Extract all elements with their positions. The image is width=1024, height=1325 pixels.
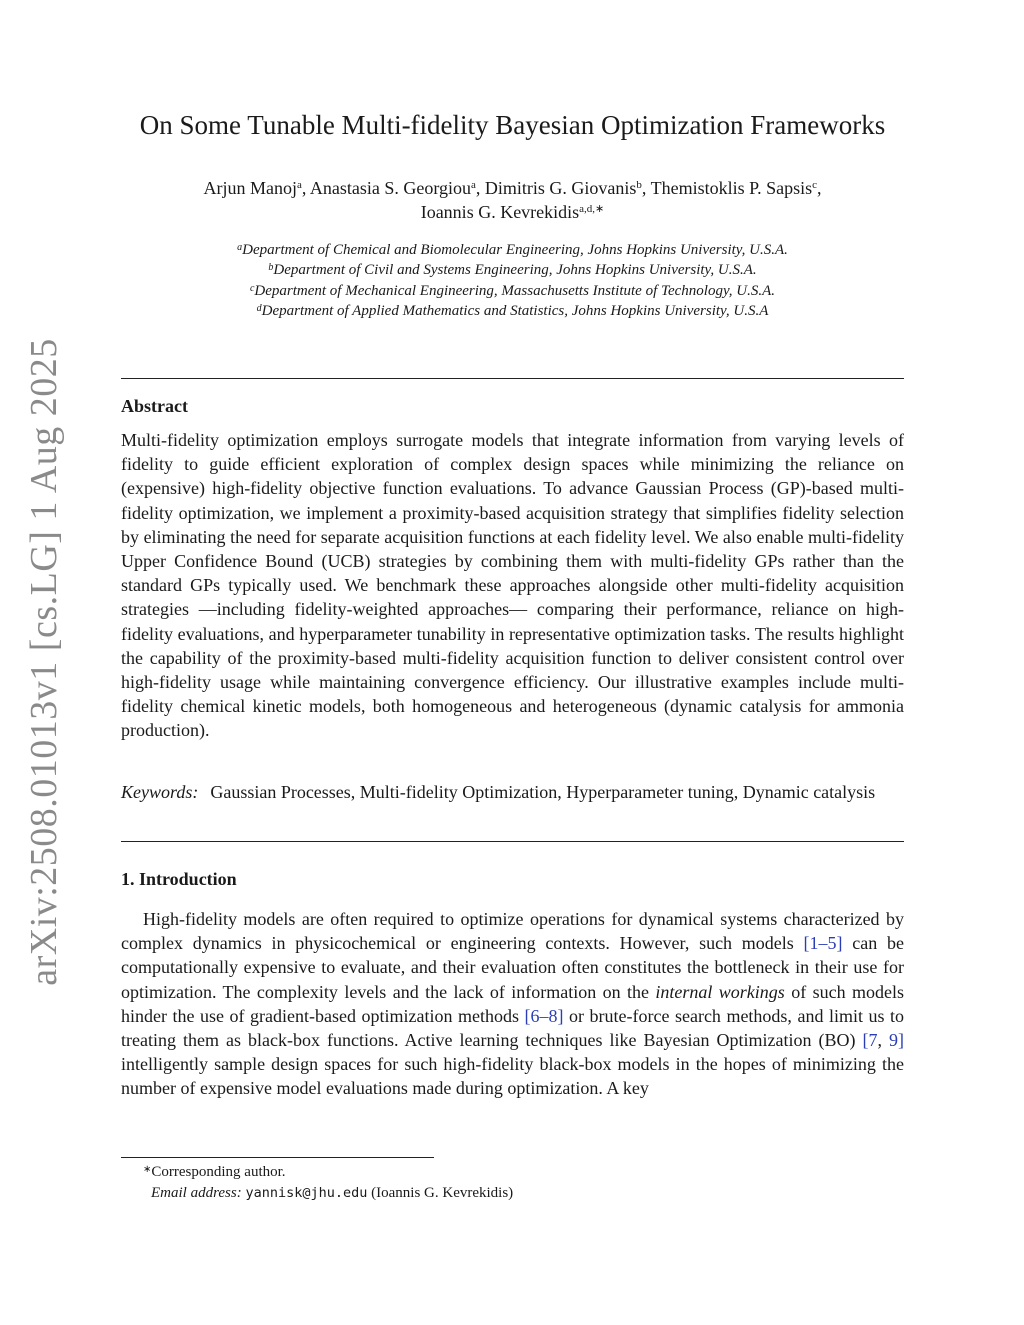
- abstract-text: Multi-fidelity optimization employs surrogate models that integrate information from varying levels of fidelity to guide efficient exploration of complex design spaces while minimizing the reliance on (expensive) high-fidelity objective function evaluations. To advance Gaussian Process (GP)-based multi-fidelity optimization, we implement a proximity-based acquisition strategy that simplifies fidelity selection by eliminating the need for separate acquisition functions at each fidelity level. We also enable multi-fidelity Upper Confidence Bound (UCB) strategies by combining them with multi-fidelity GPs rather than the standard GPs typically used. We benchmark these approaches alongside other multi-fidelity acquisition strategies —including fidelity-weighted approaches— comparing their performance, reliance on high-fidelity evaluations, and hyperparameter tunability in representative optimization tasks. The results highlight the capability of the proximity-based multi-fidelity acquisition function to deliver consistent control over high-fidelity usage while maintaining convergence efficiency. Our illustrative examples include multi-fidelity chemical kinetic models, both homogeneous and heterogeneous (dynamic catalysis for ammonia production).: [121, 430, 904, 741]
- author-name: Dimitris G. Giovanis: [484, 178, 637, 198]
- footnote-mark: ∗: [143, 1164, 152, 1175]
- intro-emphasis: internal workings: [655, 981, 785, 1002]
- author-affil-mark: c: [812, 179, 818, 191]
- intro-text-span: intelligently sample design spaces for such high-fidelity black-box models in the hopes of minimizing the number of expensive model evaluations made during optimization. A key: [121, 1054, 904, 1099]
- keywords-label: Keywords:: [121, 782, 199, 802]
- intro-text-span: can be computationally expensive to evaluate, and their evaluation often constitutes the bottleneck in their use for optimization. The complexity levels and the lack of information on the: [121, 933, 905, 1002]
- citation-separator: ,: [877, 1030, 889, 1051]
- author-affil-mark: b: [636, 179, 642, 191]
- intro-text-span: of such models hinder the use of gradient-based optimization methods: [121, 981, 904, 1026]
- abstract-bottom-rule: [121, 841, 904, 842]
- intro-text-span: High-fidelity models are often required to optimize operations for dynamical systems characterized by complex dynamics in physicochemical or engineering contexts. However, such models: [121, 909, 904, 954]
- affiliation-text: Department of Applied Mathematics and Statistics, Johns Hopkins University, U.S.A: [261, 302, 769, 319]
- author-separator: ,: [641, 178, 651, 198]
- affiliation-mark: a: [237, 242, 243, 253]
- author-affil-mark: a,d,∗: [579, 203, 605, 215]
- affiliation-mark: b: [268, 262, 274, 274]
- affiliation-list: [121, 240, 904, 321]
- keywords-text: Gaussian Processes, Multi-fidelity Optimization, Hyperparameter tuning, Dynamic catalysis: [210, 782, 876, 802]
- intro-text-span: or brute-force search methods, and limit us to treating them as black-box functions. Active learning techniques like Bayesian Optimization (BO): [121, 1005, 904, 1051]
- email-address-link[interactable]: yannisk@jhu.edu: [245, 1185, 368, 1201]
- footnote-corresponding: [121, 1162, 904, 1182]
- citation-bracket: ]: [898, 1030, 904, 1051]
- email-label: Email address:: [151, 1185, 242, 1201]
- author-name: Themistoklis P. Sapsis: [650, 178, 813, 198]
- author-name: Arjun Manoj: [203, 178, 297, 198]
- footnote-corresponding-text: Corresponding author.: [151, 1164, 286, 1180]
- citation-link[interactable]: [1–5]: [803, 933, 843, 954]
- affiliation-text: Department of Mechanical Engineering, Massachusetts Institute of Technology, U.S.A.: [254, 282, 776, 299]
- affiliation-item: [121, 240, 904, 260]
- keywords: [121, 780, 904, 804]
- email-owner: (Ioannis G. Kevrekidis): [371, 1185, 514, 1201]
- citation-link[interactable]: 7: [868, 1030, 878, 1051]
- arxiv-identifier-stamp: arXiv:2508.01013v1 [cs.LG] 1 Aug 2025: [23, 338, 65, 986]
- abstract-heading: Abstract: [121, 396, 188, 416]
- introduction-heading: 1. Introduction: [121, 869, 237, 889]
- author-separator: ,: [301, 178, 310, 198]
- citation-link[interactable]: 9: [889, 1030, 898, 1051]
- abstract-top-rule: [121, 378, 904, 379]
- author-separator: ,: [817, 178, 822, 198]
- introduction-paragraph: [121, 907, 904, 1101]
- affiliation-item: [121, 260, 904, 280]
- paper-title: On Some Tunable Multi-fidelity Bayesian Optimization Frameworks: [139, 110, 886, 140]
- citation-bracket: [: [862, 1030, 869, 1051]
- author-name: Anastasia S. Georgiou: [309, 178, 472, 198]
- footnote-rule: [121, 1157, 434, 1158]
- affiliation-text: Department of Chemical and Biomolecular Engineering, Johns Hopkins University, U.S.A.: [242, 242, 788, 258]
- author-line-2: [121, 200, 904, 224]
- affiliation-mark: d: [256, 302, 262, 314]
- affiliation-text: Department of Civil and Systems Engineering, Johns Hopkins University, U.S.A.: [273, 262, 757, 279]
- affiliation-mark: c: [249, 282, 255, 294]
- footnote-email: [121, 1183, 904, 1203]
- affiliation-item: [121, 301, 904, 321]
- author-affil-mark: a: [296, 179, 302, 191]
- author-name: Ioannis G. Kevrekidis: [420, 202, 580, 222]
- affiliation-item: [121, 281, 904, 301]
- author-line-1: [121, 176, 904, 200]
- author-list: [121, 176, 904, 224]
- author-separator: ,: [475, 178, 485, 198]
- citation-link[interactable]: [6–8]: [524, 1005, 564, 1026]
- author-affil-mark: a: [471, 179, 476, 191]
